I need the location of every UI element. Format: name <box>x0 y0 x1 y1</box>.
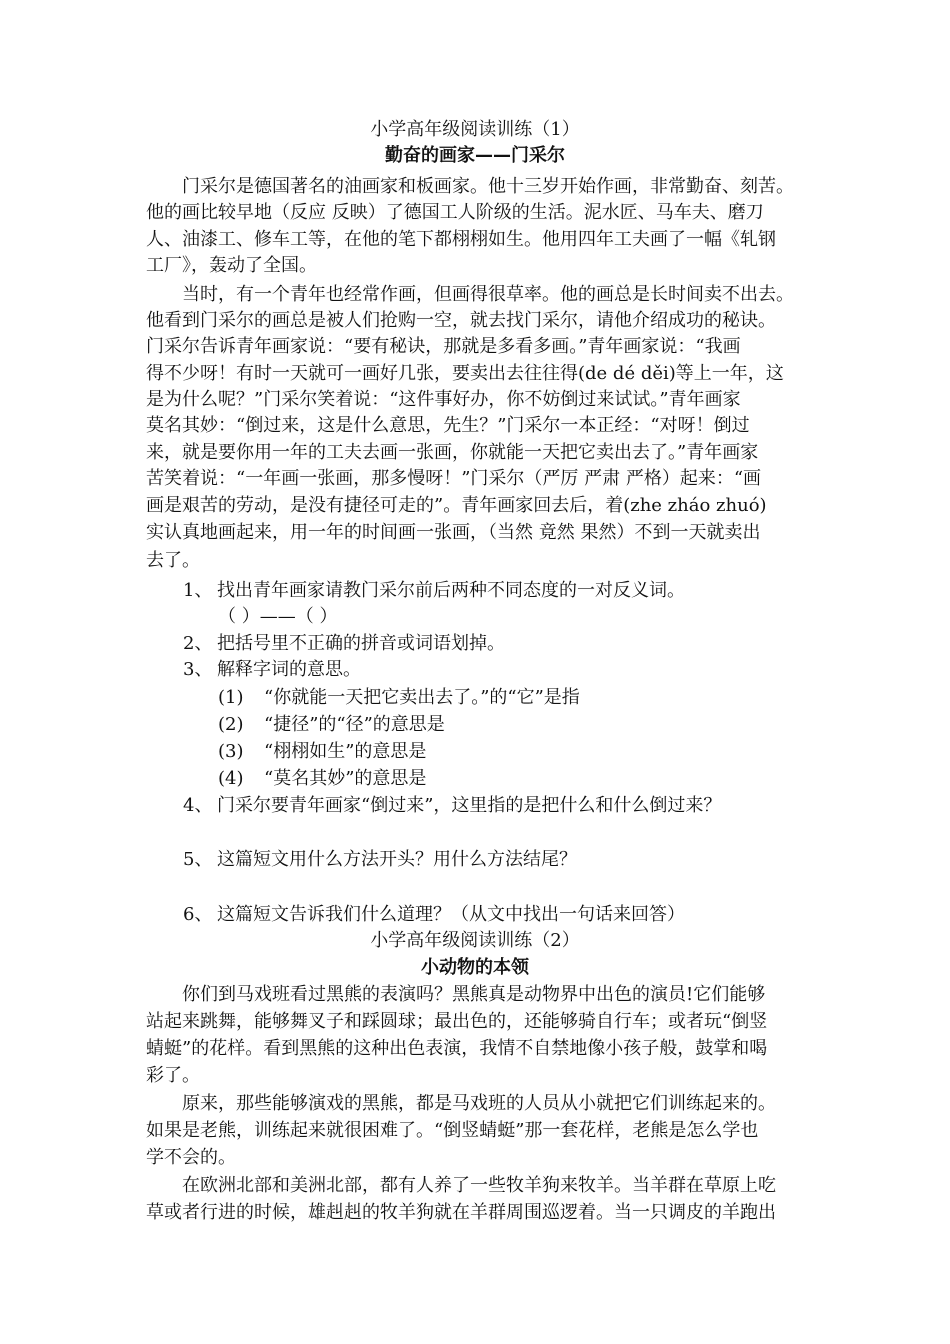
lesson2-line-5: 原来，那些能够演戏的黑熊，都是马戏班的人员从小就把它们训练起来的。 <box>146 1093 776 1114</box>
lesson1-line-6: 他看到门采尔的画总是被人们抢购一空，就去找门采尔，请他介绍成功的秘诀。 <box>146 310 776 331</box>
sub-question-4 <box>218 766 426 792</box>
lesson1-line-14: 实认真地画起来，用一年的时间画一张画，（当然 竟然 果然）不到一天就卖出 <box>146 522 761 543</box>
sub-question-text: “捷径”的“径”的意思是 <box>264 714 445 735</box>
sub-question-number: (4) <box>218 768 244 789</box>
sub-question-text: “你就能一天把它卖出去了。”的“它”是指 <box>264 687 580 708</box>
lesson1-line-15: 去了。 <box>146 550 200 571</box>
lesson1-line-1: 门采尔是德国著名的油画家和板画家。他十三岁开始作画，非常勤奋、刻苦。 <box>146 176 794 197</box>
sub-question-number: (1) <box>218 687 244 708</box>
question-text: 把括号里不正确的拼音或词语划掉。 <box>217 633 505 654</box>
answer-blank: （ ）——（ ） <box>218 606 338 627</box>
question-number: 4、 <box>183 795 213 816</box>
lesson2-title: 小学高年级阅读训练（2） <box>370 930 580 951</box>
lesson1-line-13: 画是艰苦的劳动，是没有捷径可走的”。青年画家回去后，着(zhe zháo zhuó) <box>146 495 767 516</box>
sub-question-number: (3) <box>218 741 244 762</box>
question-number: 1、 <box>183 580 213 601</box>
lesson1-line-11: 来，就是要你用一年的工夫去画一张画，你就能一天把它卖出去了。”青年画家 <box>146 442 759 463</box>
lesson2-line-2: 站起来跳舞，能够舞叉子和踩圆球；最出色的，还能够骑自行车；或者玩“倒竖 <box>146 1011 768 1032</box>
lesson1-line-2: 他的画比较早地（反应 反映）了德国工人阶级的生活。泥水匠、马车夫、磨刀 <box>146 202 764 223</box>
lesson2-subtitle: 小动物的本领 <box>421 957 529 978</box>
lesson1-line-5: 当时，有一个青年也经常作画，但画得很草率。他的画总是长时间卖不出去。 <box>146 284 794 305</box>
lesson1-line-4: 工厂》，轰动了全国。 <box>146 255 317 276</box>
lesson2-line-4: 彩了。 <box>146 1065 200 1086</box>
lesson2-line-7: 学不会的。 <box>146 1147 236 1168</box>
lesson1-line-9: 是为什么呢？”门采尔笑着说：“这件事好办，你不妨倒过来试试。”青年画家 <box>146 389 741 410</box>
question-4 <box>183 793 721 819</box>
question-number: 3、 <box>183 659 213 680</box>
lesson1-line-3: 人、油漆工、修车工等，在他的笔下都栩栩如生。他用四年工夫画了一幅《轧钢 <box>146 229 776 250</box>
lesson2-line-8: 在欧洲北部和美洲北部，都有人养了一些牧羊狗来牧羊。当羊群在草原上吃 <box>146 1175 776 1196</box>
sub-question-1 <box>218 685 580 711</box>
lesson2-line-3: 蜻蜓”的花样。看到黑熊的这种出色表演，我情不自禁地像小孩子般，鼓掌和喝 <box>146 1038 768 1059</box>
sub-question-number: (2) <box>218 714 244 735</box>
lesson1-line-8: 得不少呀！有时一天就可一画好几张，要卖出去往往得(de dé děi)等上一年，这 <box>146 363 784 384</box>
sub-question-text: “栩栩如生”的意思是 <box>264 741 427 762</box>
sub-question-2 <box>218 712 445 738</box>
lesson1-line-10: 莫名其妙：“倒过来，这是什么意思，先生？”门采尔一本正经：“对呀！倒过 <box>146 415 750 436</box>
lesson1-line-12: 苦笑着说：“一年画一张画，那多慢呀！”门采尔（严厉 严肃 严格）起来：“画 <box>146 468 762 489</box>
question-5 <box>183 847 577 873</box>
question-text: 解释字词的意思。 <box>217 659 361 680</box>
sub-question-3 <box>218 739 426 765</box>
question-2 <box>183 631 505 657</box>
question-number: 2、 <box>183 633 213 654</box>
lesson2-line-1: 你们到马戏班看过黑熊的表演吗？黑熊真是动物界中出色的演员!它们能够 <box>146 984 766 1005</box>
question-3 <box>183 657 361 683</box>
question-1 <box>183 578 685 604</box>
question-number: 6、 <box>183 904 213 925</box>
lesson1-subtitle: 勤奋的画家——门采尔 <box>385 145 565 166</box>
lesson2-line-9: 草或者行进的时候，雄赳赳的牧羊狗就在羊群周围巡逻着。当一只调皮的羊跑出 <box>146 1202 776 1223</box>
question-text: 这篇短文告诉我们什么道理？（从文中找出一句话来回答） <box>217 904 685 925</box>
question-text: 门采尔要青年画家“倒过来”，这里指的是把什么和什么倒过来？ <box>217 795 722 816</box>
question-6 <box>183 902 685 928</box>
question-number: 5、 <box>183 849 213 870</box>
lesson1-title: 小学高年级阅读训练（1） <box>370 119 580 140</box>
question-text: 这篇短文用什么方法开头？用什么方法结尾？ <box>217 849 577 870</box>
lesson2-line-6: 如果是老熊，训练起来就很困难了。“倒竖蜻蜓”那一套花样，老熊是怎么学也 <box>146 1120 759 1141</box>
lesson1-line-7: 门采尔告诉青年画家说：“要有秘诀，那就是多看多画。”青年画家说：“我画 <box>146 336 741 357</box>
sub-question-text: “莫名其妙”的意思是 <box>264 768 427 789</box>
question-text: 找出青年画家请教门采尔前后两种不同态度的一对反义词。 <box>217 580 685 601</box>
